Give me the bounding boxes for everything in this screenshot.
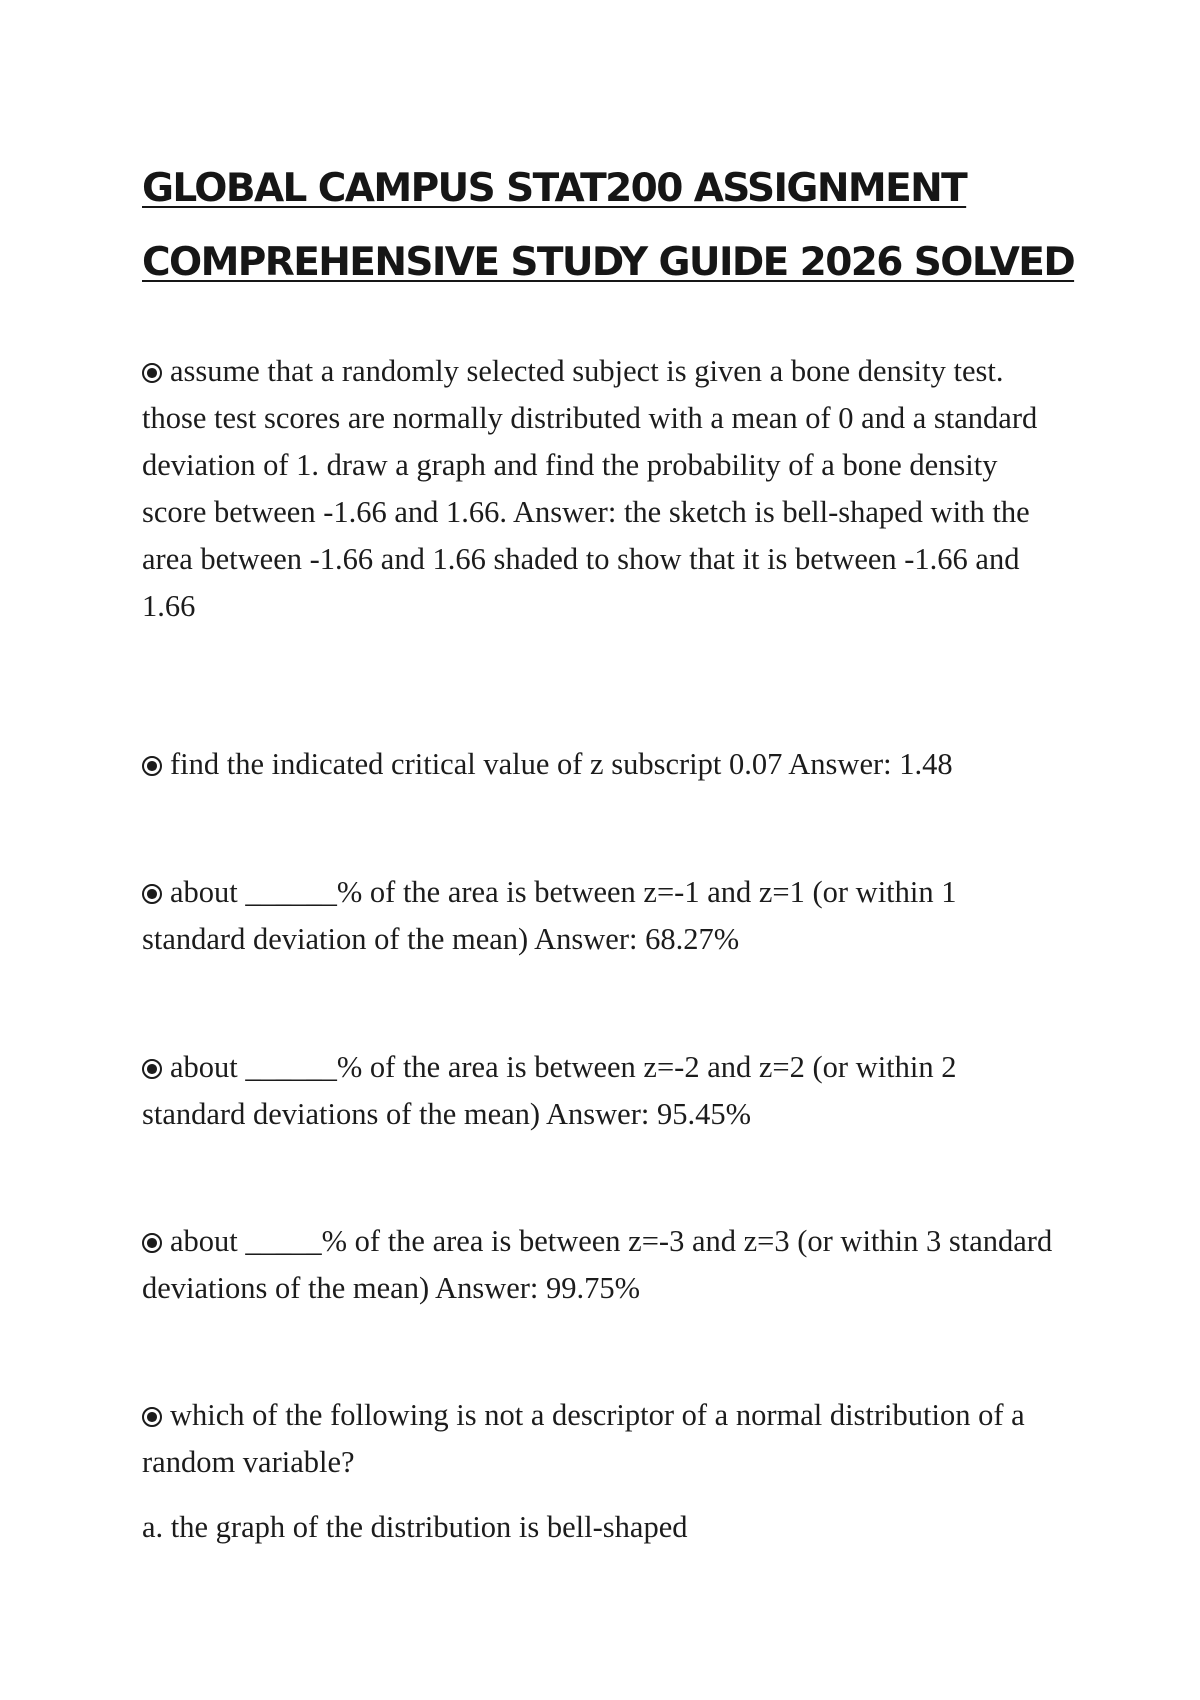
answer-option-a — [142, 1504, 1062, 1551]
question-item-6 — [142, 1392, 1062, 1486]
question-item-3 — [142, 869, 1062, 963]
radio-bullet-icon — [142, 1407, 162, 1427]
option-text: a. the graph of the distribution is bell-shaped — [142, 1510, 688, 1544]
radio-bullet-icon — [142, 1059, 162, 1079]
title-line-1: GLOBAL CAMPUS STAT200 ASSIGNMENT — [142, 166, 967, 211]
question-text: about ______% of the area is between z=-2 and z=2 (or within 2 standard deviations of the mean) Answer: 95.45% — [142, 1050, 957, 1131]
question-item-2 — [142, 741, 1062, 788]
radio-bullet-icon — [142, 1233, 162, 1253]
question-text: which of the following is not a descriptor of a normal distribution of a random variable? — [142, 1398, 1025, 1479]
title-line-2: COMPREHENSIVE STUDY GUIDE 2026 SOLVED — [142, 240, 1075, 285]
question-item-1 — [142, 348, 1062, 630]
document-title — [142, 152, 1102, 300]
radio-bullet-icon — [142, 756, 162, 776]
question-item-5 — [142, 1218, 1062, 1312]
radio-bullet-icon — [142, 363, 162, 383]
question-text: about ______% of the area is between z=-1 and z=1 (or within 1 standard deviation of the mean) Answer: 68.27% — [142, 875, 957, 956]
radio-bullet-icon — [142, 884, 162, 904]
question-text: about _____% of the area is between z=-3 and z=3 (or within 3 standard deviations of the mean) Answer: 99.75% — [142, 1224, 1053, 1305]
question-text: assume that a randomly selected subject is given a bone density test. those test scores are normally distributed with a mean of 0 and a standard deviation of 1. draw a graph and find the probability of a bone density score between -1.66 and 1.66. Answer: the sketch is bell-shaped with the area between -1.66 and 1.66 shaded to show that it is between -1.66 and 1.66 — [142, 354, 1038, 623]
question-item-4 — [142, 1044, 1062, 1138]
question-text: find the indicated critical value of z subscript 0.07 Answer: 1.48 — [170, 747, 953, 781]
